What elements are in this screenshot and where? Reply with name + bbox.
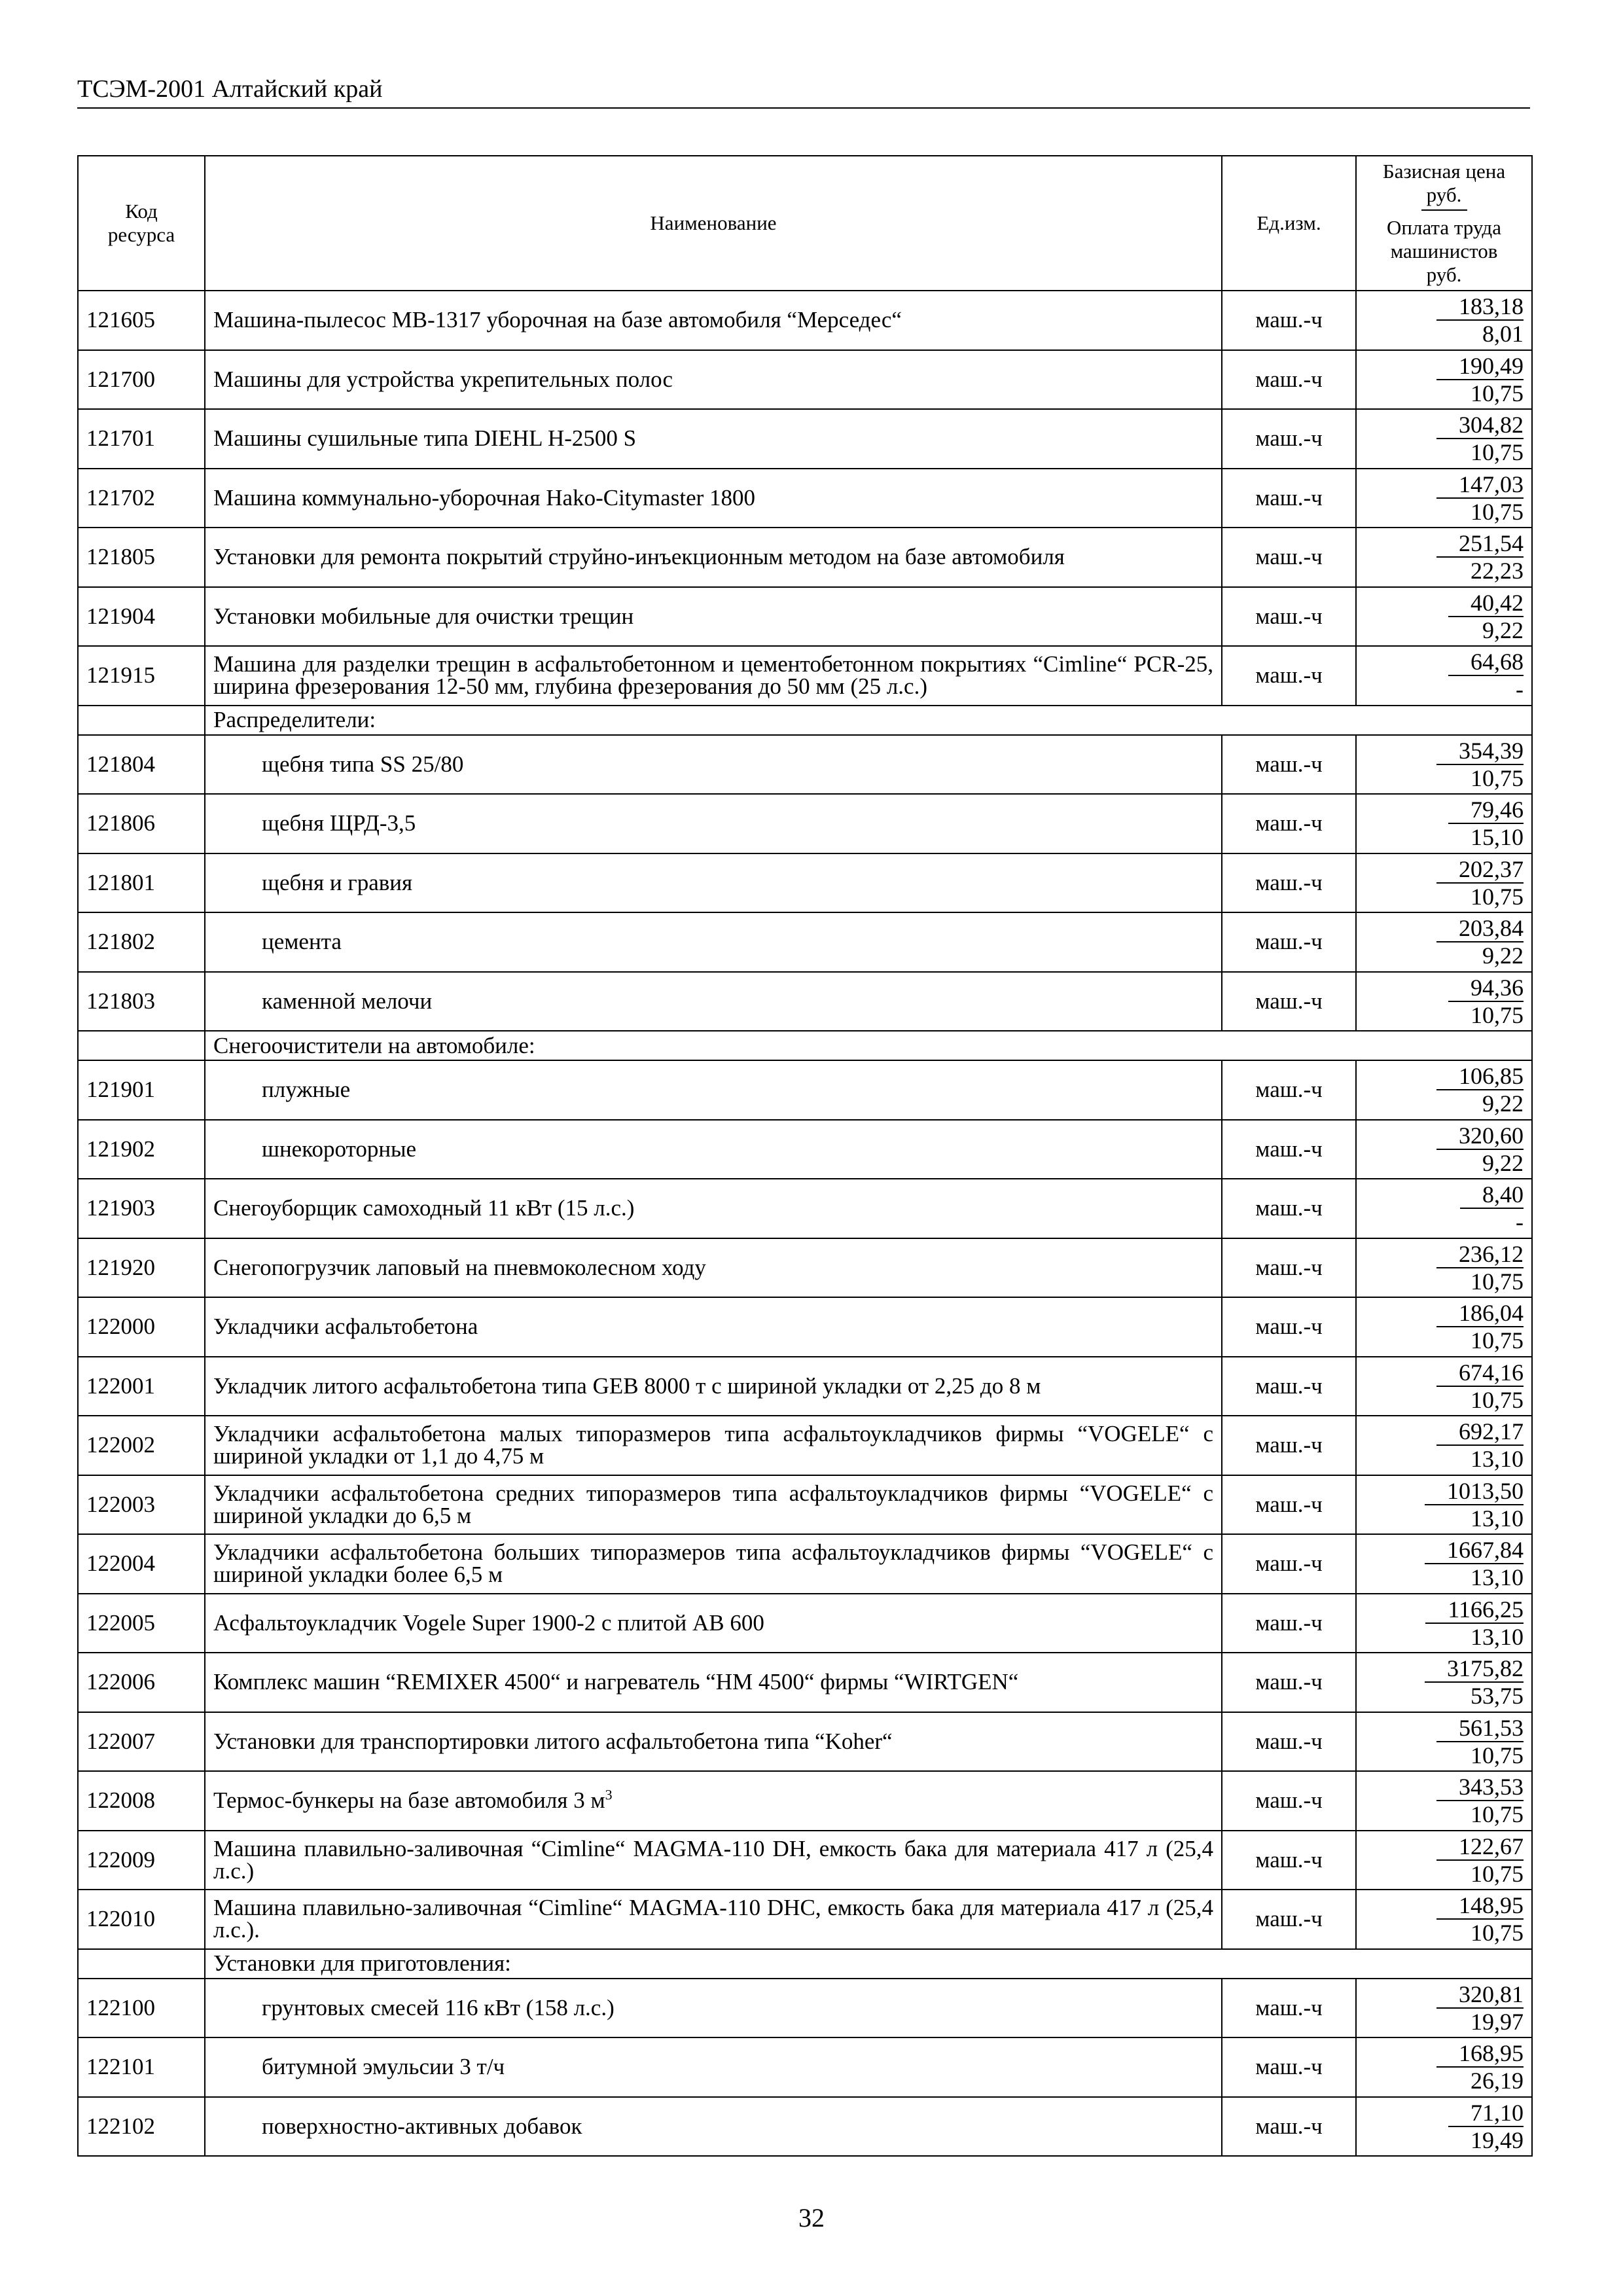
unit-of-measure: маш.-ч <box>1222 794 1356 853</box>
resource-code: 122004 <box>78 1534 205 1594</box>
table-row <box>78 735 1532 795</box>
unit-of-measure: маш.-ч <box>1222 912 1356 972</box>
unit-of-measure: маш.-ч <box>1222 1238 1356 1298</box>
base-price: 40,42 <box>1448 590 1524 617</box>
price-fraction <box>1436 1833 1524 1887</box>
resource-code: 121902 <box>78 1120 205 1179</box>
table-row <box>78 291 1532 350</box>
price-cell <box>1356 853 1532 913</box>
price-cell <box>1356 646 1532 706</box>
resource-name <box>205 646 1222 706</box>
resource-name-text: щебня и гравия <box>262 869 413 895</box>
table-row <box>78 1890 1532 1949</box>
resource-code: 121904 <box>78 587 205 647</box>
base-price: 320,81 <box>1436 1981 1524 2009</box>
table-row <box>78 587 1532 647</box>
resource-code: 122100 <box>78 1979 205 2038</box>
operator-labor-cost: 10,75 <box>1471 439 1524 466</box>
operator-labor-cost: 8,01 <box>1482 321 1524 348</box>
price-fraction <box>1436 1359 1524 1413</box>
price-cell <box>1356 1979 1532 2038</box>
resource-name <box>205 794 1222 853</box>
category-row <box>78 1031 1532 1060</box>
price-fraction <box>1436 1300 1524 1354</box>
resource-name-text: Укладчики асфальтобетона малых типоразмеров типа асфальтоукладчиков фирмы “VOGELE“ с шириной укладки от 1,1 до 4,75 м <box>213 1421 1213 1469</box>
resource-name <box>205 853 1222 913</box>
resource-name-text: Укладчик литого асфальтобетона типа GEB 8000 т с шириной укладки от 2,25 до 8 м <box>213 1372 1041 1399</box>
resource-name-text: Укладчики асфальтобетона <box>213 1314 478 1340</box>
table-row <box>78 1831 1532 1890</box>
table-row <box>78 853 1532 913</box>
resource-name <box>205 1120 1222 1179</box>
category-row <box>78 1949 1532 1979</box>
operator-labor-cost: 13,10 <box>1471 1505 1524 1532</box>
unit-of-measure: маш.-ч <box>1222 528 1356 587</box>
base-price: 8,40 <box>1460 1181 1524 1209</box>
base-price: 692,17 <box>1436 1418 1524 1446</box>
price-fraction <box>1448 2100 1524 2153</box>
price-cell <box>1356 1357 1532 1416</box>
resource-name-text: Укладчики асфальтобетона больших типоразмеров типа асфальтоукладчиков фирмы “VOGELE“ с шириной укладки более 6,5 м <box>213 1539 1213 1588</box>
base-price: 122,67 <box>1436 1833 1524 1861</box>
table-row <box>78 972 1532 1031</box>
price-cell <box>1356 587 1532 647</box>
base-price: 304,82 <box>1436 412 1524 439</box>
price-fraction <box>1436 1715 1524 1768</box>
unit-of-measure: маш.-ч <box>1222 2097 1356 2157</box>
base-price: 561,53 <box>1436 1715 1524 1742</box>
table-row <box>78 1357 1532 1416</box>
base-price: 343,53 <box>1436 1774 1524 1801</box>
price-cell <box>1356 1771 1532 1831</box>
price-fraction <box>1425 1596 1524 1650</box>
resource-name-text: Установки для ремонта покрытий струйно-инъекционным методом на базе автомобиля <box>213 544 1065 570</box>
price-cell <box>1356 735 1532 795</box>
price-cell <box>1356 1712 1532 1772</box>
table-row <box>78 1534 1532 1594</box>
base-price: 79,46 <box>1448 797 1524 824</box>
price-fraction <box>1436 1241 1524 1295</box>
price-cell <box>1356 1179 1532 1238</box>
operator-labor-cost: 9,22 <box>1482 1149 1524 1176</box>
unit-of-measure: маш.-ч <box>1222 1771 1356 1831</box>
resource-code: 122001 <box>78 1357 205 1416</box>
table-row <box>78 1712 1532 1772</box>
price-fraction <box>1436 1063 1524 1117</box>
unit-of-measure: маш.-ч <box>1222 2037 1356 2097</box>
header-title: ТСЭМ-2001 Алтайский край <box>77 75 383 103</box>
table-row <box>78 1475 1532 1535</box>
price-cell <box>1356 1238 1532 1298</box>
base-price: 1667,84 <box>1425 1537 1524 1564</box>
header-code: Код ресурса <box>78 156 205 291</box>
price-cell <box>1356 1653 1532 1712</box>
resource-name-text: Укладчики асфальтобетона средних типоразмеров типа асфальтоукладчиков фирмы “VOGELE“ с шириной укладки до 6,5 м <box>213 1480 1213 1528</box>
base-price: 354,39 <box>1436 738 1524 765</box>
unit-of-measure: маш.-ч <box>1222 646 1356 706</box>
category-label: Установки для приготовления: <box>205 1949 1532 1979</box>
price-fraction <box>1436 293 1524 347</box>
table-row <box>78 1653 1532 1712</box>
operator-labor-cost: 9,22 <box>1482 617 1524 643</box>
resource-code: 121802 <box>78 912 205 972</box>
resource-code: 122000 <box>78 1297 205 1357</box>
resource-code: 121801 <box>78 853 205 913</box>
resource-name-text: Машина-пылесос МВ-1317 уборочная на базе автомобиля “Мерседес“ <box>213 307 902 333</box>
resource-name <box>205 528 1222 587</box>
operator-labor-cost: 26,19 <box>1471 2068 1524 2094</box>
operator-labor-cost: 19,97 <box>1471 2008 1524 2035</box>
operator-labor-cost: 10,75 <box>1471 764 1524 791</box>
unit-of-measure: маш.-ч <box>1222 1979 1356 2038</box>
unit-of-measure: маш.-ч <box>1222 291 1356 350</box>
resource-code: 122006 <box>78 1653 205 1712</box>
resource-name-text: Машины для устройства укрепительных полос <box>213 366 673 392</box>
resource-name-text: Машина плавильно-заливочная “Cimline“ MAGMA-110 DH, емкость бака для материала 417 л (25,4 л.с.) <box>213 1835 1213 1884</box>
resource-code: 121805 <box>78 528 205 587</box>
resource-name-text: шнекороторные <box>262 1136 417 1162</box>
table-row <box>78 1416 1532 1475</box>
header-name: Наименование <box>205 156 1222 291</box>
resource-name-text: Машина для разделки трещин в асфальтобетонном и цементобетонном покрытиях “Cimline“ PCR-25, ширина фрезерования 12-50 мм, глубина фрезерования до 50 мм (25 л.с.) <box>213 651 1213 700</box>
resource-name <box>205 1416 1222 1475</box>
resource-name <box>205 1712 1222 1772</box>
price-fraction <box>1436 915 1524 969</box>
price-fraction <box>1436 738 1524 791</box>
resource-name-text: поверхностно-активных добавок <box>262 2113 582 2139</box>
resource-code: 122008 <box>78 1771 205 1831</box>
unit-of-measure: маш.-ч <box>1222 1831 1356 1890</box>
resource-name-text: Асфальтоукладчик Vogele Super 1900-2 с плитой АВ 600 <box>213 1609 764 1636</box>
table-row <box>78 794 1532 853</box>
operator-labor-cost: 9,22 <box>1482 1090 1524 1117</box>
resource-name-text: каменной мелочи <box>262 988 433 1014</box>
resource-name <box>205 587 1222 647</box>
resource-name-text: Снегоуборщик самоходный 11 кВт (15 л.с.) <box>213 1195 635 1221</box>
resource-name <box>205 2097 1222 2157</box>
resource-name <box>205 2037 1222 2097</box>
resource-name <box>205 1534 1222 1594</box>
header-unit: Ед.изм. <box>1222 156 1356 291</box>
unit-of-measure: маш.-ч <box>1222 1297 1356 1357</box>
table-row <box>78 1060 1532 1120</box>
price-fraction <box>1436 1981 1524 2035</box>
price-cell <box>1356 1534 1532 1594</box>
price-cell <box>1356 291 1532 350</box>
operator-labor-cost: 10,75 <box>1471 1860 1524 1887</box>
operator-labor-cost: 13,10 <box>1471 1623 1524 1650</box>
price-cell <box>1356 794 1532 853</box>
base-price: 168,95 <box>1436 2040 1524 2068</box>
resource-code: 121700 <box>78 350 205 410</box>
operator-labor-cost: 10,75 <box>1471 1801 1524 1828</box>
price-cell <box>1356 1120 1532 1179</box>
unit-of-measure: маш.-ч <box>1222 1120 1356 1179</box>
price-cell <box>1356 1831 1532 1890</box>
price-cell <box>1356 2097 1532 2157</box>
price-fraction <box>1436 1892 1524 1946</box>
base-price: 202,37 <box>1436 856 1524 884</box>
resource-name-text: плужные <box>262 1077 351 1103</box>
price-fraction <box>1436 856 1524 910</box>
resource-code: 121701 <box>78 409 205 469</box>
unit-of-measure: маш.-ч <box>1222 1534 1356 1594</box>
price-cell <box>1356 1475 1532 1535</box>
base-price: 186,04 <box>1436 1300 1524 1327</box>
resource-name-text: Установки мобильные для очистки трещин <box>213 603 634 629</box>
resource-name <box>205 1060 1222 1120</box>
unit-of-measure: маш.-ч <box>1222 1653 1356 1712</box>
unit-of-measure: маш.-ч <box>1222 1179 1356 1238</box>
unit-of-measure: маш.-ч <box>1222 972 1356 1031</box>
resource-name-text: Снегопогрузчик лаповый на пневмоколесном ходу <box>213 1254 706 1280</box>
resource-code: 121803 <box>78 972 205 1031</box>
price-cell <box>1356 1297 1532 1357</box>
table-row <box>78 912 1532 972</box>
resource-name <box>205 469 1222 528</box>
resource-name <box>205 1594 1222 1653</box>
price-fraction <box>1436 1418 1524 1472</box>
base-price: 147,03 <box>1436 471 1524 499</box>
running-header <box>77 73 1530 109</box>
table-row <box>78 1297 1532 1357</box>
resource-name <box>205 1179 1222 1238</box>
price-fraction <box>1425 1478 1524 1532</box>
operator-labor-cost: 10,75 <box>1471 883 1524 910</box>
base-price: 64,68 <box>1448 649 1524 676</box>
resource-name <box>205 1475 1222 1535</box>
resource-name-text: Установки для транспортировки литого асфальтобетона типа “Koher“ <box>213 1728 893 1754</box>
price-fraction <box>1448 590 1524 643</box>
resource-code: 122102 <box>78 2097 205 2157</box>
resource-code: 122003 <box>78 1475 205 1535</box>
resource-name-text: битумной эмульсии 3 т/ч <box>262 2054 505 2080</box>
price-fraction <box>1460 1181 1524 1235</box>
operator-labor-cost: 10,75 <box>1471 1920 1524 1946</box>
table-row <box>78 1771 1532 1831</box>
operator-labor-cost: 10,75 <box>1471 1327 1524 1354</box>
unit-of-measure: маш.-ч <box>1222 1357 1356 1416</box>
operator-labor-cost: 10,75 <box>1471 1001 1524 1028</box>
unit-of-measure: маш.-ч <box>1222 409 1356 469</box>
table-row <box>78 409 1532 469</box>
resource-code: 122010 <box>78 1890 205 1949</box>
resource-name <box>205 409 1222 469</box>
resource-name <box>205 291 1222 350</box>
resource-code: 122009 <box>78 1831 205 1890</box>
price-fraction <box>1425 1655 1524 1709</box>
operator-labor-cost: 22,23 <box>1471 558 1524 584</box>
table-row <box>78 469 1532 528</box>
base-price: 3175,82 <box>1425 1655 1524 1683</box>
price-fraction <box>1436 471 1524 525</box>
table-header-row <box>78 156 1532 291</box>
price-cell <box>1356 528 1532 587</box>
price-cell <box>1356 912 1532 972</box>
table-row <box>78 1238 1532 1298</box>
base-price: 251,54 <box>1436 530 1524 558</box>
resource-name <box>205 735 1222 795</box>
price-fraction <box>1436 412 1524 465</box>
resource-name <box>205 1979 1222 2038</box>
resource-name-text: Машина коммунально-уборочная Hako-Citymaster 1800 <box>213 484 756 511</box>
table-row <box>78 2037 1532 2097</box>
base-price: 236,12 <box>1436 1241 1524 1268</box>
table-row <box>78 350 1532 410</box>
unit-of-measure: маш.-ч <box>1222 1890 1356 1949</box>
resource-name <box>205 1238 1222 1298</box>
resource-name <box>205 350 1222 410</box>
base-price: 94,36 <box>1448 975 1524 1002</box>
table-row <box>78 528 1532 587</box>
operator-labor-cost: 10,75 <box>1471 1268 1524 1295</box>
category-code-cell <box>78 1949 205 1979</box>
resource-code: 121702 <box>78 469 205 528</box>
unit-of-measure: маш.-ч <box>1222 1475 1356 1535</box>
base-price: 1013,50 <box>1425 1478 1524 1505</box>
price-fraction <box>1436 530 1524 584</box>
base-price: 183,18 <box>1436 293 1524 321</box>
resource-name <box>205 1771 1222 1831</box>
unit-of-measure: маш.-ч <box>1222 735 1356 795</box>
category-code-cell <box>78 1031 205 1060</box>
page-number: 32 <box>798 2203 825 2233</box>
resource-name-text: Машина плавильно-заливочная “Cimline“ MAGMA-110 DHC, емкость бака для материала 417 л (25,4 л.с.). <box>213 1895 1213 1943</box>
unit-of-measure: маш.-ч <box>1222 469 1356 528</box>
base-price: 106,85 <box>1436 1063 1524 1090</box>
resource-code: 122101 <box>78 2037 205 2097</box>
operator-labor-cost: 10,75 <box>1471 1386 1524 1413</box>
resource-name <box>205 972 1222 1031</box>
resource-name-text: цемента <box>262 929 342 955</box>
price-fraction <box>1448 649 1524 702</box>
resource-code: 121915 <box>78 646 205 706</box>
resource-name-text: щебня типа SS 25/80 <box>262 751 464 777</box>
base-price: 190,49 <box>1436 353 1524 380</box>
category-label: Распределители: <box>205 706 1532 735</box>
resource-name-text: Машины сушильные типа DIEHL H-2500 S <box>213 425 637 452</box>
resource-code: 121920 <box>78 1238 205 1298</box>
resource-code: 121605 <box>78 291 205 350</box>
price-cell <box>1356 1594 1532 1653</box>
resource-name <box>205 1357 1222 1416</box>
table-row <box>78 1979 1532 2038</box>
resource-name <box>205 912 1222 972</box>
price-fraction <box>1436 1122 1524 1176</box>
resource-name-text: грунтовых смесей 116 кВт (158 л.с.) <box>262 1994 615 2020</box>
operator-labor-cost: - <box>1516 1209 1524 1236</box>
base-price: 148,95 <box>1436 1892 1524 1920</box>
unit-of-measure: маш.-ч <box>1222 853 1356 913</box>
price-cell <box>1356 1416 1532 1475</box>
resource-code: 121901 <box>78 1060 205 1120</box>
unit-of-measure: маш.-ч <box>1222 1060 1356 1120</box>
operator-labor-cost: - <box>1516 676 1524 703</box>
operator-labor-cost: 13,10 <box>1471 1446 1524 1473</box>
operator-labor-cost: 13,10 <box>1471 1564 1524 1591</box>
price-cell <box>1356 409 1532 469</box>
resource-code: 122007 <box>78 1712 205 1772</box>
price-cell <box>1356 1890 1532 1949</box>
resource-name <box>205 1297 1222 1357</box>
unit-of-measure: маш.-ч <box>1222 1712 1356 1772</box>
table-row <box>78 646 1532 706</box>
resource-name-text: щебня ЩРД-3,5 <box>262 810 416 836</box>
operator-labor-cost: 19,49 <box>1471 2126 1524 2153</box>
category-row <box>78 706 1532 735</box>
table-row <box>78 1179 1532 1238</box>
table-row <box>78 1594 1532 1653</box>
unit-of-measure: маш.-ч <box>1222 1594 1356 1653</box>
operator-labor-cost: 10,75 <box>1471 498 1524 525</box>
resource-code: 121806 <box>78 794 205 853</box>
header-price: Базисная цена руб. Оплата труда машинистов руб. <box>1356 156 1532 291</box>
unit-of-measure: маш.-ч <box>1222 350 1356 410</box>
unit-of-measure: маш.-ч <box>1222 1416 1356 1475</box>
resource-name-text: Термос-бункеры на базе автомобиля 3 м <box>213 1787 605 1814</box>
base-price: 674,16 <box>1436 1359 1524 1387</box>
resource-name-text: Комплекс машин “REMIXER 4500“ и нагреватель “HM 4500“ фирмы “WIRTGEN“ <box>213 1669 1019 1695</box>
operator-labor-cost: 10,75 <box>1471 1742 1524 1768</box>
resource-table <box>77 155 1533 2157</box>
operator-labor-cost: 53,75 <box>1471 1683 1524 1710</box>
operator-labor-cost: 10,75 <box>1471 380 1524 406</box>
unit-of-measure: маш.-ч <box>1222 587 1356 647</box>
resource-code: 122002 <box>78 1416 205 1475</box>
unit-superscript: 3 <box>605 1786 613 1803</box>
resource-name <box>205 1653 1222 1712</box>
operator-labor-cost: 15,10 <box>1471 824 1524 851</box>
resource-name <box>205 1831 1222 1890</box>
resource-code: 121804 <box>78 735 205 795</box>
price-fraction <box>1448 797 1524 850</box>
base-price: 320,60 <box>1436 1122 1524 1150</box>
base-price: 1166,25 <box>1425 1596 1524 1624</box>
price-cell <box>1356 2037 1532 2097</box>
resource-name <box>205 1890 1222 1949</box>
base-price: 71,10 <box>1448 2100 1524 2127</box>
resource-code: 121903 <box>78 1179 205 1238</box>
price-fraction <box>1436 1774 1524 1827</box>
base-price: 203,84 <box>1436 915 1524 942</box>
price-cell <box>1356 350 1532 410</box>
price-fraction <box>1448 975 1524 1028</box>
category-label: Снегоочистители на автомобиле: <box>205 1031 1532 1060</box>
operator-labor-cost: 9,22 <box>1482 942 1524 969</box>
price-cell <box>1356 972 1532 1031</box>
price-cell <box>1356 1060 1532 1120</box>
resource-code: 122005 <box>78 1594 205 1653</box>
category-code-cell <box>78 706 205 735</box>
price-fraction <box>1425 1537 1524 1590</box>
table-row <box>78 1120 1532 1179</box>
table-row <box>78 2097 1532 2157</box>
price-cell <box>1356 469 1532 528</box>
price-fraction <box>1436 2040 1524 2094</box>
price-fraction <box>1436 353 1524 406</box>
